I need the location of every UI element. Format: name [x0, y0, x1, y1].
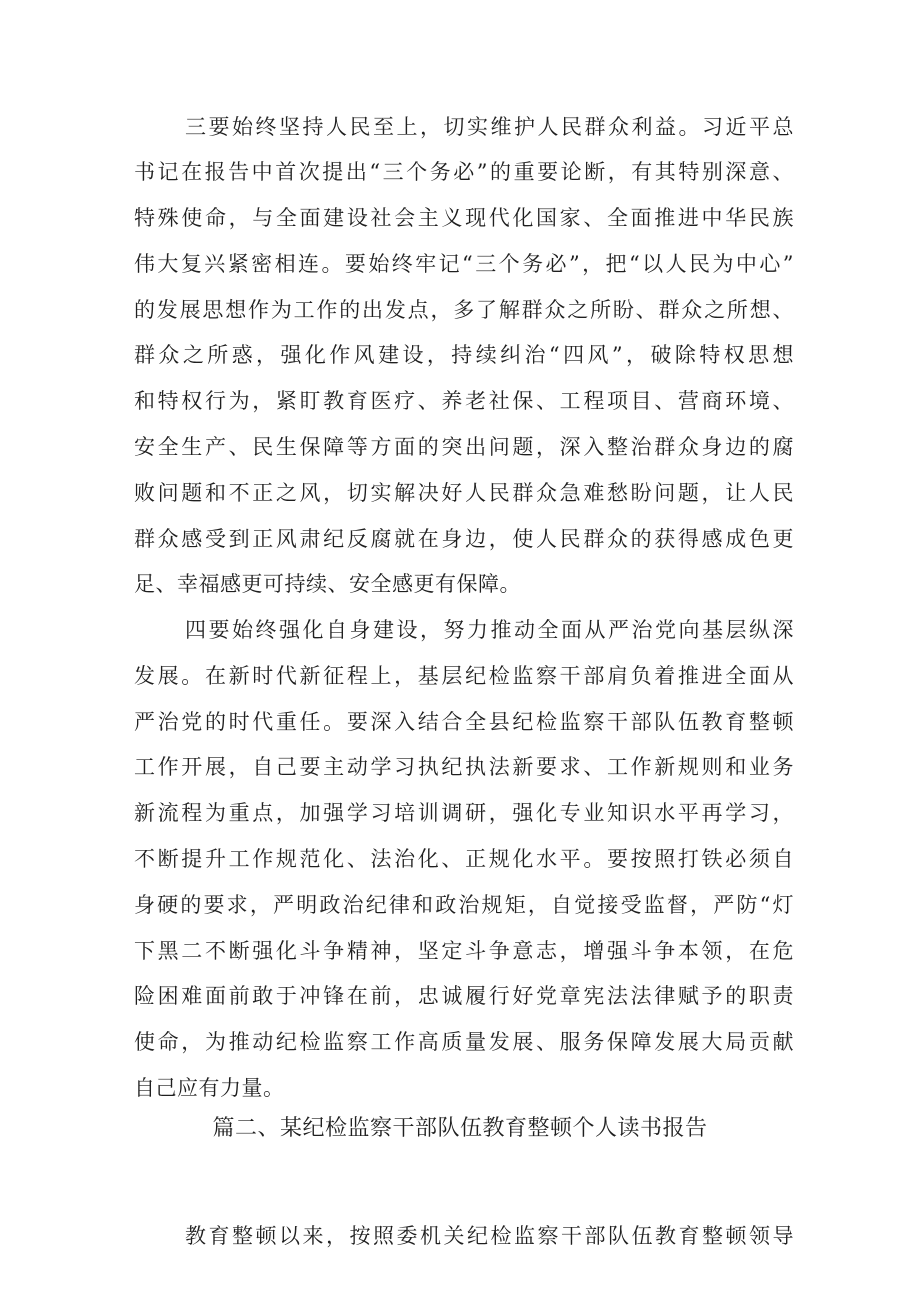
text-line: 书记在报告中首次提出“三个务必”的重要论断，有其特别深意、 [134, 160, 794, 184]
text-line: 三要始终坚持人民至上，切实维护人民群众利益。习近平总 [185, 115, 794, 139]
text-line: 自己应有力量。 [134, 1076, 285, 1100]
text-line: 群众之所惑，强化作风建设，持续纠治“四风”，破除特权思想 [134, 343, 794, 367]
text-line: 工作开展，自己要主动学习执纪执法新要求、工作新规则和业务 [134, 755, 794, 779]
text-line: 安全生产、民生保障等方面的突出问题，深入整治群众身边的腐 [134, 435, 794, 459]
text-line: 败问题和不正之风，切实解决好人民群众急难愁盼问题，让人民 [134, 481, 794, 505]
text-line: 使命，为推动纪检监察工作高质量发展、服务保障发展大局贡献 [134, 1030, 794, 1054]
text-line: 群众感受到正风肃纪反腐就在身边，使人民群众的获得感成色更 [134, 527, 794, 551]
text-line: 伟大复兴紧密相连。要始终牢记“三个务必”，把“以人民为中心” [134, 252, 794, 276]
text-line: 严治党的时代重任。要深入结合全县纪检监察干部队伍教育整顿 [134, 710, 794, 734]
text-line: 新流程为重点，加强学习培训调研，强化专业知识水平再学习， [134, 801, 794, 825]
text-line: 和特权行为，紧盯教育医疗、养老社保、工程项目、营商环境、 [134, 389, 794, 413]
text-line: 险困难面前敢于冲锋在前，忠诚履行好党章宪法法律赋予的职责 [134, 984, 794, 1008]
text-line: 教育整顿以来，按照委机关纪检监察干部队伍教育整顿领导 [185, 1224, 794, 1248]
text-line: 下黑二不断强化斗争精神，坚定斗争意志，增强斗争本领，在危 [134, 939, 794, 963]
text-line: 不断提升工作规范化、法治化、正规化水平。要按照打铁必须自 [134, 847, 794, 871]
text-line: 特殊使命，与全面建设社会主义现代化国家、全面推进中华民族 [134, 206, 794, 230]
section-heading: 篇二、某纪检监察干部队伍教育整顿个人读书报告 [212, 1116, 708, 1141]
text-line: 的发展思想作为工作的出发点，多了解群众之所盼、群众之所想、 [134, 298, 794, 322]
text-line: 发展。在新时代新征程上，基层纪检监察干部肩负着推进全面从 [134, 664, 794, 688]
text-line: 身硬的要求，严明政治纪律和政治规矩，自觉接受监督，严防“灯 [134, 893, 794, 917]
text-line: 四要始终强化自身建设，努力推动全面从严治党向基层纵深 [185, 618, 794, 642]
text-line: 足、幸福感更可持续、安全感更有保障。 [134, 572, 521, 596]
